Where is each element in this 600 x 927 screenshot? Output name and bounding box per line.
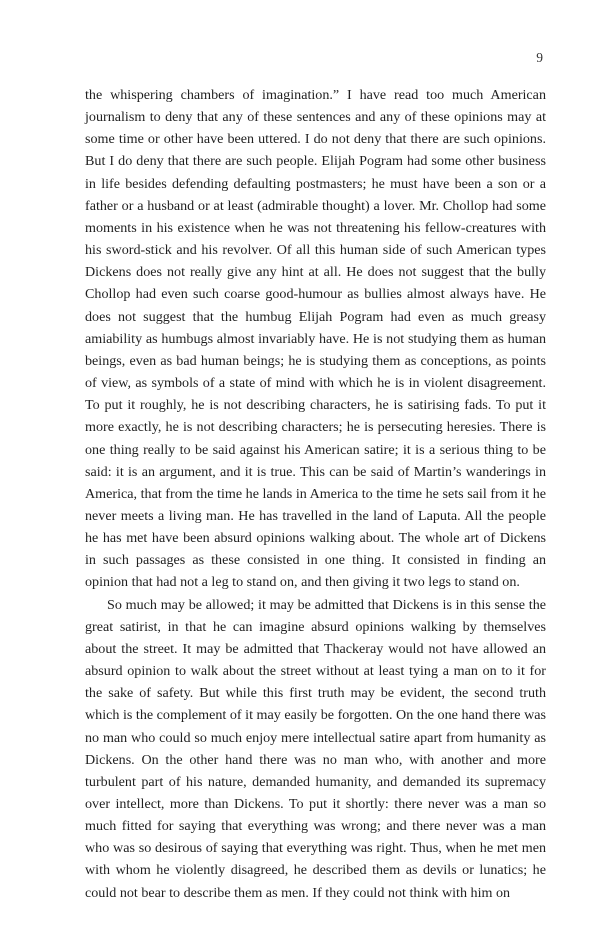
paragraph-1: the whispering chambers of imagination.” I have read too much American journalism to deny that any of these sentences and any of these opinions may at some time or other have been uttered. I do not deny that there are such opinions. But I do deny that there are such people. Elijah Pogram had some other business in life besides defending defaulting postmasters; he must have been a son or a father or a husband or at least (admirable thought) a lover. Mr. Chollop had some moments in his existence when he was not threatening his fellow-creatures with his sword-stick and his revolver. Of all this human side of such American types Dickens does not really give any hint at all. He does not suggest that the bully Chollop had even such coarse good-humour as bullies almost always have. He does not suggest that the humbug Elijah Pogram had even as much greasy amiability as humbugs almost invariably have. He is not studying them as human beings, even as bad human beings; he is studying them as conceptions, as points of view, as symbols of a state of mind with which he is in violent disagreement. To put it roughly, he is not describing characters, he is satirising fads. To put it more exactly, he is not describing characters; he is persecuting heresies. There is one thing really to be said against his American satire; it is a serious thing to be said: it is an argument, and it is true. This can be said of Martin’s wanderings in America, that from the time he lands in America to the time he sets sail from it he never meets a living man. He has travelled in the land of Laputa. All the people he has met have been absurd opinions walking about. The whole art of Dickens in such passages as these consisted in one thing. It consisted in finding an opinion that had not a leg to stand on, and then giving it two legs to stand on. — [85, 87, 546, 591]
page-number: 9 — [536, 50, 543, 65]
body-text — [85, 84, 546, 904]
paragraph-2: So much may be allowed; it may be admitted that Dickens is in this sense the great satirist, in that he can imagine absurd opinions walking by themselves about the street. It may be admitted that Thackeray would not have allowed an absurd opinion to walk about the street without at least tying a man on to it for the sake of safety. But while this first truth may be evident, the second truth which is the complement of it may easily be forgotten. On the one hand there was no man who could so much enjoy mere intellectual satire apart from humanity as Dickens. On the other hand there was no man who, with another and more turbulent part of his nature, demanded humanity, and demanded its supremacy over intellect, more than Dickens. To put it shortly: there never was a man so much fitted for saying that everything was wrong; and there never was a man who was so desirous of saying that everything was right. Thus, when he met men with whom he violently disagreed, he described them as devils or lunatics; he could not bear to describe them as men. If they could not think with him on — [85, 596, 546, 901]
